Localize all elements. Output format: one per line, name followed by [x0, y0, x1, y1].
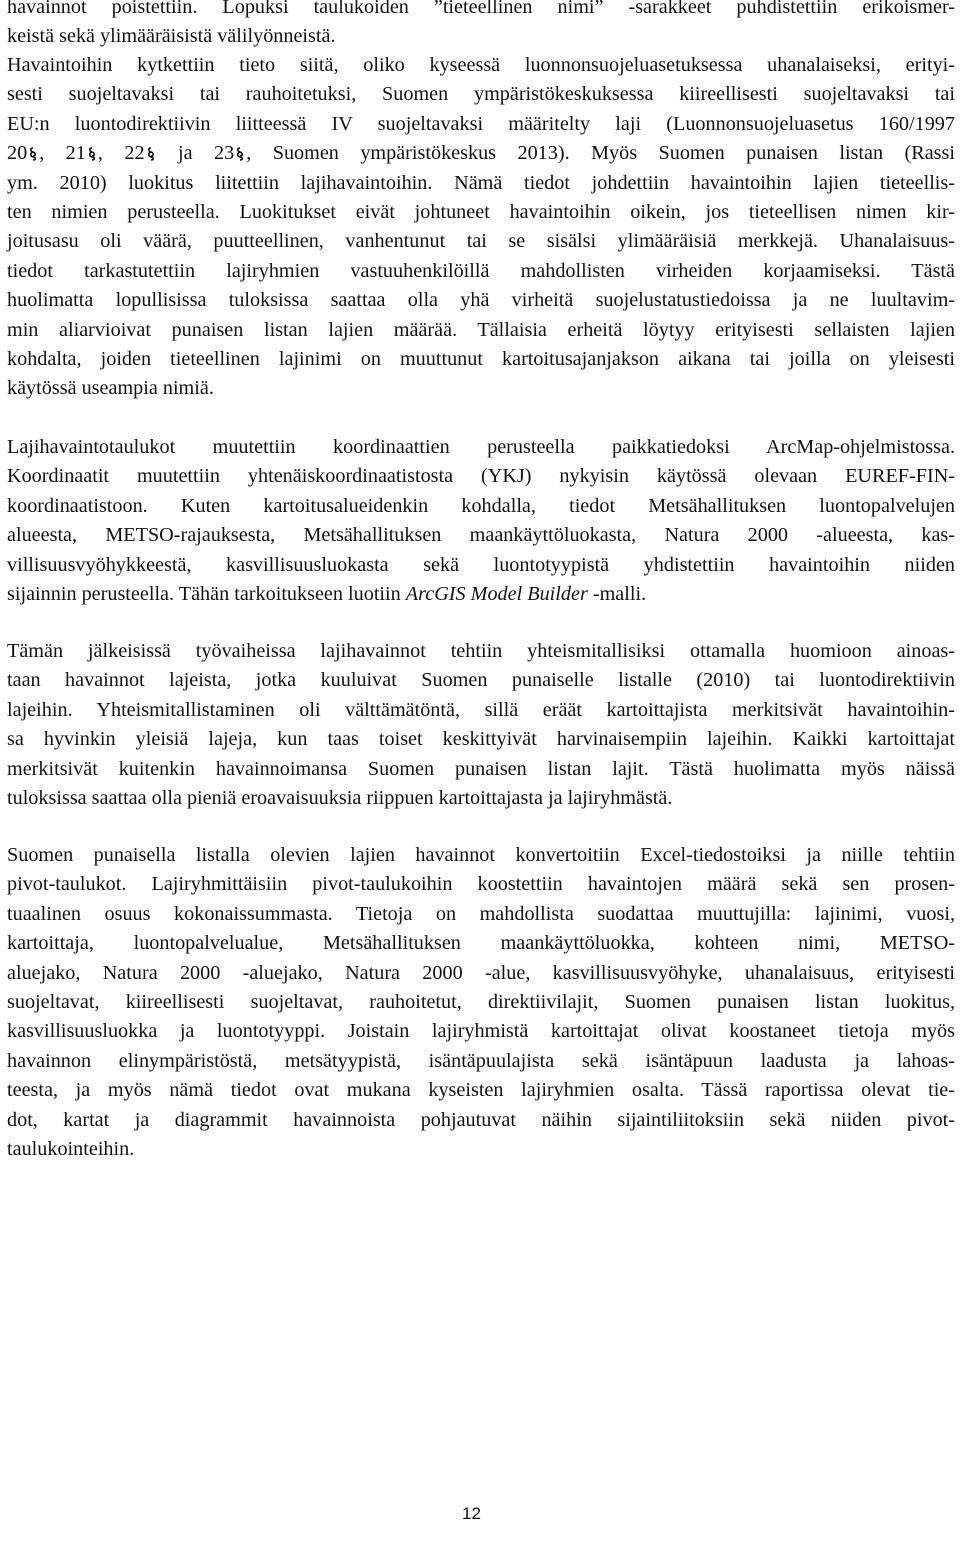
- paragraph-4: [7, 637, 955, 813]
- page-number: 12: [462, 1504, 481, 1523]
- text-line: min aliarvioivat punaisen listan lajien määrää. Tällaisia erheitä löytyy erityisesti sellaisten lajien: [7, 318, 955, 341]
- text-line: dot, kartat ja diagrammit havainnoista pohjautuvat näihin sijaintiliitoksiin sekä niiden pivot-: [7, 1108, 955, 1131]
- text-line: Koordinaatit muutettiin yhtenäiskoordinaatistosta (YKJ) nykyisin käytössä olevaan EUREF-FIN-: [7, 465, 955, 488]
- text-line: tuaalinen osuus kokonaissummasta. Tietoja on mahdollista suodattaa muuttujilla: lajinimi, vuosi,: [7, 902, 955, 925]
- text-line: villisuusvyöhykkeestä, kasvillisuusluokasta sekä luontotyypistä yhdistettiin havaintoihin niiden: [7, 553, 955, 576]
- text-line: joitusasu oli väärä, puutteellinen, vanhentunut tai se sisälsi ylimääräisiä merkkejä. Uhanalaisuus-: [7, 230, 955, 253]
- section-marker-icon: [28, 147, 38, 161]
- paragraph-2: [7, 51, 955, 404]
- text-line: merkitsivät kuitenkin havainnoimansa Suomen punaisen listan lajit. Tästä huolimatta myös näissä: [7, 757, 955, 780]
- text-line-with-italic: [7, 580, 955, 609]
- text-line: Lajihavaintotaulukot muutettiin koordinaattien perusteella paikkatiedoksi ArcMap-ohjelmistossa.: [7, 436, 955, 458]
- text-line: havainnot poistettiin. Lopuksi taulukoiden ”tieteellinen nimi” -sarakkeet puhdistettiin erikoismer-: [7, 0, 955, 18]
- text-line: tuloksissa saattaa olla pieniä eroavaisuuksia riippuen kartoittajasta ja lajiryhmästä.: [7, 787, 673, 810]
- text-line: kohdalta, joiden tieteellinen lajinimi on muuttunut kartoitusajanjakson aikana tai joilla on yleisesti: [7, 348, 955, 371]
- text-line: kartoittaja, luontopalvelualue, Metsähallituksen maankäyttöluokka, kohteen nimi, METSO-: [7, 932, 955, 955]
- text-line: teesta, ja myös nämä tiedot ovat mukana kyseisten lajiryhmien osalta. Tässä raportissa olevat tie-: [7, 1079, 955, 1102]
- text-line: tiedot tarkastutettiin lajiryhmien vastuuhenkilöillä mahdollisten virheiden korjaamiseksi. Tästä: [7, 259, 955, 282]
- text-line: Suomen punaisella listalla olevien lajien havainnot konvertoitiin Excel-tiedostoiksi ja niille tehtiin: [7, 844, 955, 866]
- text-line: EU:n luontodirektiivin liitteessä IV suojeltavaksi määritelty laji (Luonnonsuojeluasetus 160/1997: [7, 112, 955, 135]
- paragraph-1: [7, 0, 955, 52]
- text-fragment: , 22: [97, 142, 145, 165]
- section-marker-icon: [87, 147, 97, 161]
- text-line: pivot-taulukot. Lajiryhmittäisiin pivot-taulukoihin koostettiin havaintojen määrä sekä sen prosen-: [7, 873, 955, 896]
- text-line: koordinaatistoon. Kuten kartoitusalueidenkin kohdalla, tiedot Metsähallituksen luontopalvelujen: [7, 494, 955, 517]
- text-line: keistä sekä ylimääräisistä välilyönneistä.: [7, 25, 336, 48]
- text-line: ym. 2010) luokitus liitettiin lajihavaintoihin. Nämä tiedot johdettiin havaintoihin lajien tieteellis-: [7, 171, 955, 194]
- text-fragment: -malli.: [587, 583, 647, 606]
- text-line: havainnon elinympäristöstä, metsätyypistä, isäntäpuulajista sekä isäntäpuun laadusta ja lahoas-: [7, 1049, 955, 1072]
- text-line: suojeltavat, kiireellisesti suojeltavat, rauhoitetut, direktiivilajit, Suomen punaisen listan luokitus,: [7, 991, 955, 1014]
- paragraph-3: [7, 433, 955, 609]
- text-line: käytössä useampia nimiä.: [7, 377, 214, 400]
- text-line: lajeihin. Yhteismitallistaminen oli välttämätöntä, sillä eräät kartoittajista merkitsivät havaintoihin-: [7, 698, 955, 721]
- text-line: kasvillisuusluokka ja luontotyyppi. Joistain lajiryhmistä kartoittajat olivat koostaneet tietoja myös: [7, 1020, 955, 1043]
- software-name: ArcGIS Model Builder: [405, 583, 588, 606]
- text-fragment: , 21: [39, 142, 86, 165]
- paragraph-5: [7, 841, 955, 1164]
- text-line: Tämän jälkeisissä työvaiheissa lajihavainnot tehtiin yhteismitallisiksi ottamalla huomioon ainoas-: [7, 640, 955, 662]
- text-line: sesti suojeltavaksi tai rauhoitetuksi, Suomen ympäristökeskuksessa kiireellisesti suojeltavaksi tai: [7, 83, 955, 106]
- text-line: alueesta, METSO-rajauksesta, Metsähallituksen maankäyttöluokasta, Natura 2000 -alueesta, kas-: [7, 524, 955, 547]
- text-fragment: ja 23: [156, 142, 235, 165]
- text-line: taulukointeihin.: [7, 1138, 135, 1161]
- text-fragment: , Suomen ympäristökeskus 2013). Myös Suomen punaisen listan (Rassi: [246, 142, 955, 165]
- text-line: Havaintoihin kytkettiin tieto siitä, oliko kyseessä luonnonsuojeluasetuksessa uhanalaiseksi, erityi-: [7, 54, 955, 76]
- text-fragment: sijainnin perusteella. Tähän tarkoitukseen luotiin: [7, 583, 406, 606]
- text-line: ten nimien perusteella. Luokitukset eivät johtuneet havaintoihin oikein, jos tieteellisen nimen kir-: [7, 201, 955, 224]
- text-line: huolimatta lopullisissa tuloksissa saattaa olla yhä virheitä suojelustatustiedoissa ja ne luultavim-: [7, 289, 955, 312]
- section-marker-icon: [146, 147, 156, 161]
- text-line: aluejako, Natura 2000 -aluejako, Natura 2000 -alue, kasvillisuusvyöhyke, uhanalaisuus, erityisesti: [7, 961, 955, 984]
- text-fragment: 20: [7, 142, 28, 165]
- section-marker-icon: [235, 147, 245, 161]
- text-line: taan havainnot lajeista, jotka kuuluivat Suomen punaiselle listalle (2010) tai luontodirektiivin: [7, 669, 955, 692]
- text-line-with-symbols: [7, 139, 955, 168]
- text-line: sa hyvinkin yleisiä lajeja, kun taas toiset keskittyivät harvinaisempiin lajeihin. Kaikki kartoittajat: [7, 728, 955, 751]
